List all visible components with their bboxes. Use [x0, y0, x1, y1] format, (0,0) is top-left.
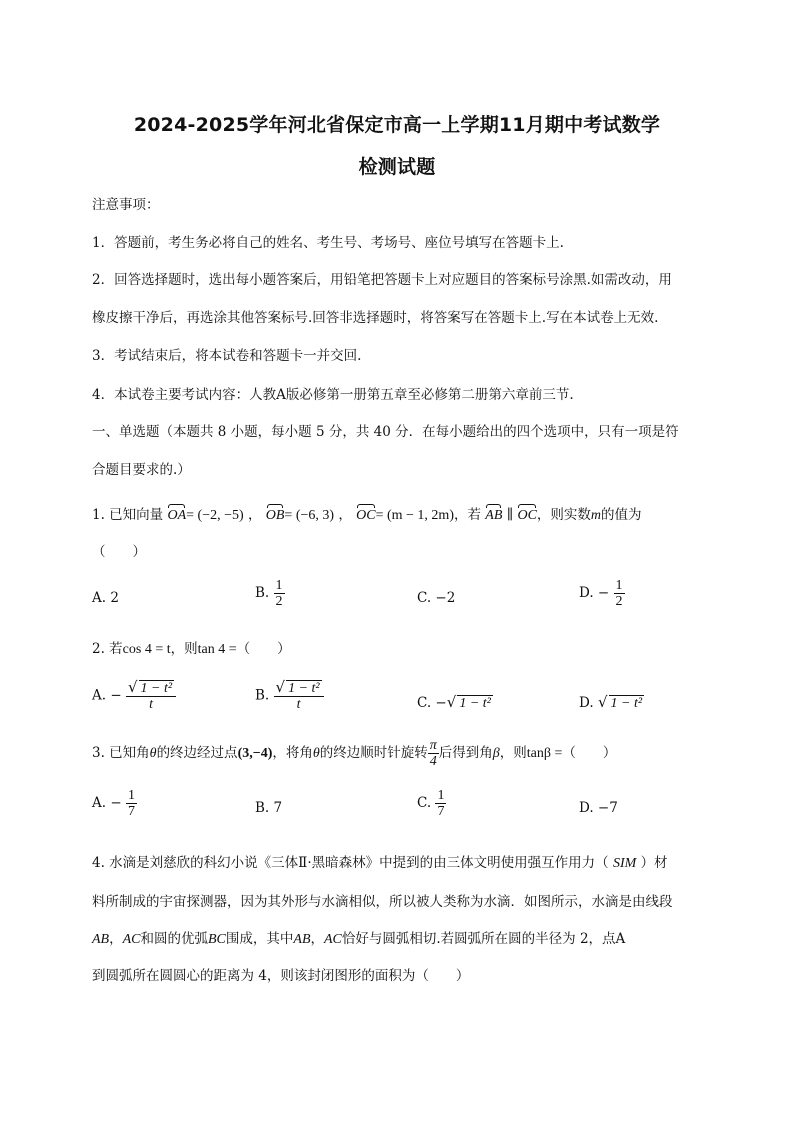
- fraction: [428, 738, 439, 769]
- q4-comma-2: ，: [310, 931, 324, 947]
- denominator: 2: [615, 594, 623, 609]
- q3-text-6: ，则: [499, 745, 527, 761]
- page-title: 2024-2025学年河北省保定市高一上学期11月期中考试数学: [133, 114, 661, 136]
- q1-option-d-label: D. −: [579, 585, 610, 601]
- q4-line-1: 4. 水滴是刘慈欣的科幻小说《三体Ⅱ·黑暗森林》中提到的由三体文明使用强互作用力（: [92, 855, 609, 871]
- q4-sim: SIM: [612, 856, 637, 871]
- q3-option-d: D. −7: [579, 800, 618, 816]
- denominator: 2: [275, 594, 283, 609]
- q2-ask: tan 4 =: [197, 642, 237, 657]
- q1-paren: （ ）: [92, 544, 146, 560]
- fraction: [614, 578, 625, 609]
- q1-option-c: C. −2: [417, 590, 456, 606]
- fraction: [126, 788, 137, 819]
- q4-line-1-end: ）材: [640, 855, 668, 871]
- q1-option-b: [255, 578, 285, 609]
- q2-option-c: C. −√ 1 − t²: [417, 693, 491, 711]
- q1-variable: m: [590, 508, 602, 523]
- segment-ab-2: AB: [293, 932, 311, 947]
- radicand: 1 − t²: [288, 681, 320, 696]
- question-2: [92, 637, 291, 658]
- arc-bc: BC: [208, 932, 226, 947]
- q4-line-3: [92, 927, 625, 948]
- numerator: √ 1 − t²: [274, 680, 324, 697]
- fraction: [274, 578, 285, 609]
- q4-text-e: 恰好与圆弧相切.若圆弧所在圆的半径为 2，点A: [341, 931, 626, 947]
- q3-theta-2: θ: [312, 746, 320, 761]
- q1-tail: 的值为: [601, 507, 642, 523]
- q2-mid: ，则: [170, 641, 198, 657]
- vector-ab: AB: [485, 508, 503, 523]
- q4-text-b: 和圆的优弧: [140, 931, 208, 947]
- segment-ab: AB: [92, 932, 110, 947]
- q4-comma: ，: [109, 931, 123, 947]
- q3-option-a-label: A. −: [92, 795, 122, 811]
- q1-option-b-label: B.: [255, 585, 270, 601]
- numerator: 1: [275, 578, 283, 593]
- q1-prefix: 1. 已知向量: [92, 507, 164, 523]
- q4-line-2: 料所制成的宇宙探测器，因为其外形与水滴相似，所以被人类称为水滴．如图所示，水滴是由线段: [92, 894, 673, 910]
- radicand: 1 − t²: [610, 696, 643, 711]
- q3-text-2: 的终边经过点: [156, 745, 238, 761]
- numerator: 1: [437, 788, 445, 803]
- notice-item-2-cont: 橡皮擦干净后，再选涂其他答案标号.回答非选择题时，将答案写在答题卡上.写在本试卷上无效.: [92, 310, 659, 326]
- q4-line-4: 到圆弧所在圆圆心的距离为 4，则该封闭图形的面积为（ ）: [92, 968, 470, 984]
- q1-suffix: ，则实数: [536, 507, 591, 523]
- q2-option-c-label: C. −: [417, 695, 447, 711]
- notice-item-1: 1．答题前，考生务必将自己的姓名、考生号、考场号、座位号填写在答题卡上.: [92, 235, 564, 251]
- q3-ask: tanβ =: [526, 746, 563, 761]
- q3-paren: （ ）: [562, 745, 617, 761]
- q2-option-b-label: B.: [255, 687, 270, 704]
- numerator: √ 1 − t²: [126, 680, 176, 697]
- q3-option-a: [92, 788, 137, 819]
- q3-option-b: B. 7: [255, 800, 283, 816]
- fraction: [126, 680, 176, 712]
- question-4: [92, 851, 668, 872]
- notice-item-4: 4．本试卷主要考试内容：人教A版必修第一册第五章至必修第二册第六章前三节.: [92, 387, 574, 403]
- q2-prefix: 2. 若: [92, 641, 123, 657]
- numerator: 1: [127, 788, 135, 803]
- q3-text-1: 3. 已知角: [92, 745, 150, 761]
- segment-ac-2: AC: [324, 932, 342, 947]
- radicand: 1 − t²: [140, 681, 173, 696]
- q3-text-5: 后得到角: [438, 745, 493, 761]
- q1-if: ，若: [454, 507, 481, 523]
- q1-option-a: A. 2: [92, 590, 119, 606]
- question-3: [92, 738, 616, 769]
- fraction: [274, 680, 324, 712]
- notice-item-2: 2．回答选择题时，选出每小题答案后，用铅笔把答题卡上对应题目的答案标号涂黑.如需改动，用: [92, 272, 672, 288]
- q1-option-d: [579, 578, 625, 609]
- vector-ob-value: = (−6, 3): [284, 508, 335, 523]
- q2-option-a: [92, 680, 176, 712]
- section-heading-cont: 合题目要求的.）: [92, 462, 191, 478]
- notice-heading: 注意事项：: [92, 197, 160, 213]
- q2-paren: （ ）: [236, 641, 291, 657]
- vector-oa: OA: [167, 508, 187, 523]
- page-title-line2: 检测试题: [358, 156, 436, 178]
- q3-text-4: 的终边顺时针旋转: [319, 745, 428, 761]
- denominator: t: [149, 697, 153, 712]
- question-1: 1. 已知向量 OA= (−2, −5) ， OB= (−6, 3) ， OC= (m − 1, 2m)，若 AB ∥ OC，则实数m的值为: [92, 507, 642, 523]
- vector-oc-value: = (m − 1, 2m): [375, 508, 454, 523]
- q3-beta: β: [492, 746, 500, 761]
- fraction: [435, 788, 446, 819]
- q2-option-d: D. √ 1 − t²: [579, 693, 643, 711]
- q2-option-b: [255, 680, 324, 712]
- q3-point: (3,−4): [237, 746, 273, 761]
- q2-condition: cos 4 = t: [122, 642, 171, 657]
- q3-theta: θ: [149, 746, 157, 761]
- numerator: π: [429, 738, 437, 753]
- q2-option-d-label: D.: [579, 695, 594, 711]
- vector-ob: OB: [265, 508, 285, 523]
- notice-item-3: 3．考试结束后，将本试卷和答题卡一并交回.: [92, 348, 362, 364]
- q3-text-3: ，将角: [272, 745, 313, 761]
- numerator: 1: [615, 578, 623, 593]
- parallel-symbol: ∥: [506, 508, 514, 523]
- vector-oc: OC: [356, 508, 376, 523]
- q4-text-c: 围成，其中: [225, 931, 294, 947]
- denominator: 7: [437, 804, 445, 819]
- vector-oa-value: = (−2, −5): [186, 508, 244, 523]
- radicand: 1 − t²: [459, 696, 491, 711]
- denominator: 7: [127, 804, 135, 819]
- q3-option-c: [417, 788, 446, 819]
- denominator: t: [296, 697, 301, 712]
- q3-option-c-label: C.: [417, 795, 432, 811]
- section-heading: 一、单选题（本题共 8 小题，每小题 5 分，共 40 分．在每小题给出的四个选项中，只有一项是符: [92, 424, 679, 440]
- vector-oc-2: OC: [517, 508, 537, 523]
- denominator: 4: [429, 754, 437, 769]
- q2-option-a-label: A. −: [92, 687, 122, 704]
- segment-ac: AC: [122, 932, 141, 947]
